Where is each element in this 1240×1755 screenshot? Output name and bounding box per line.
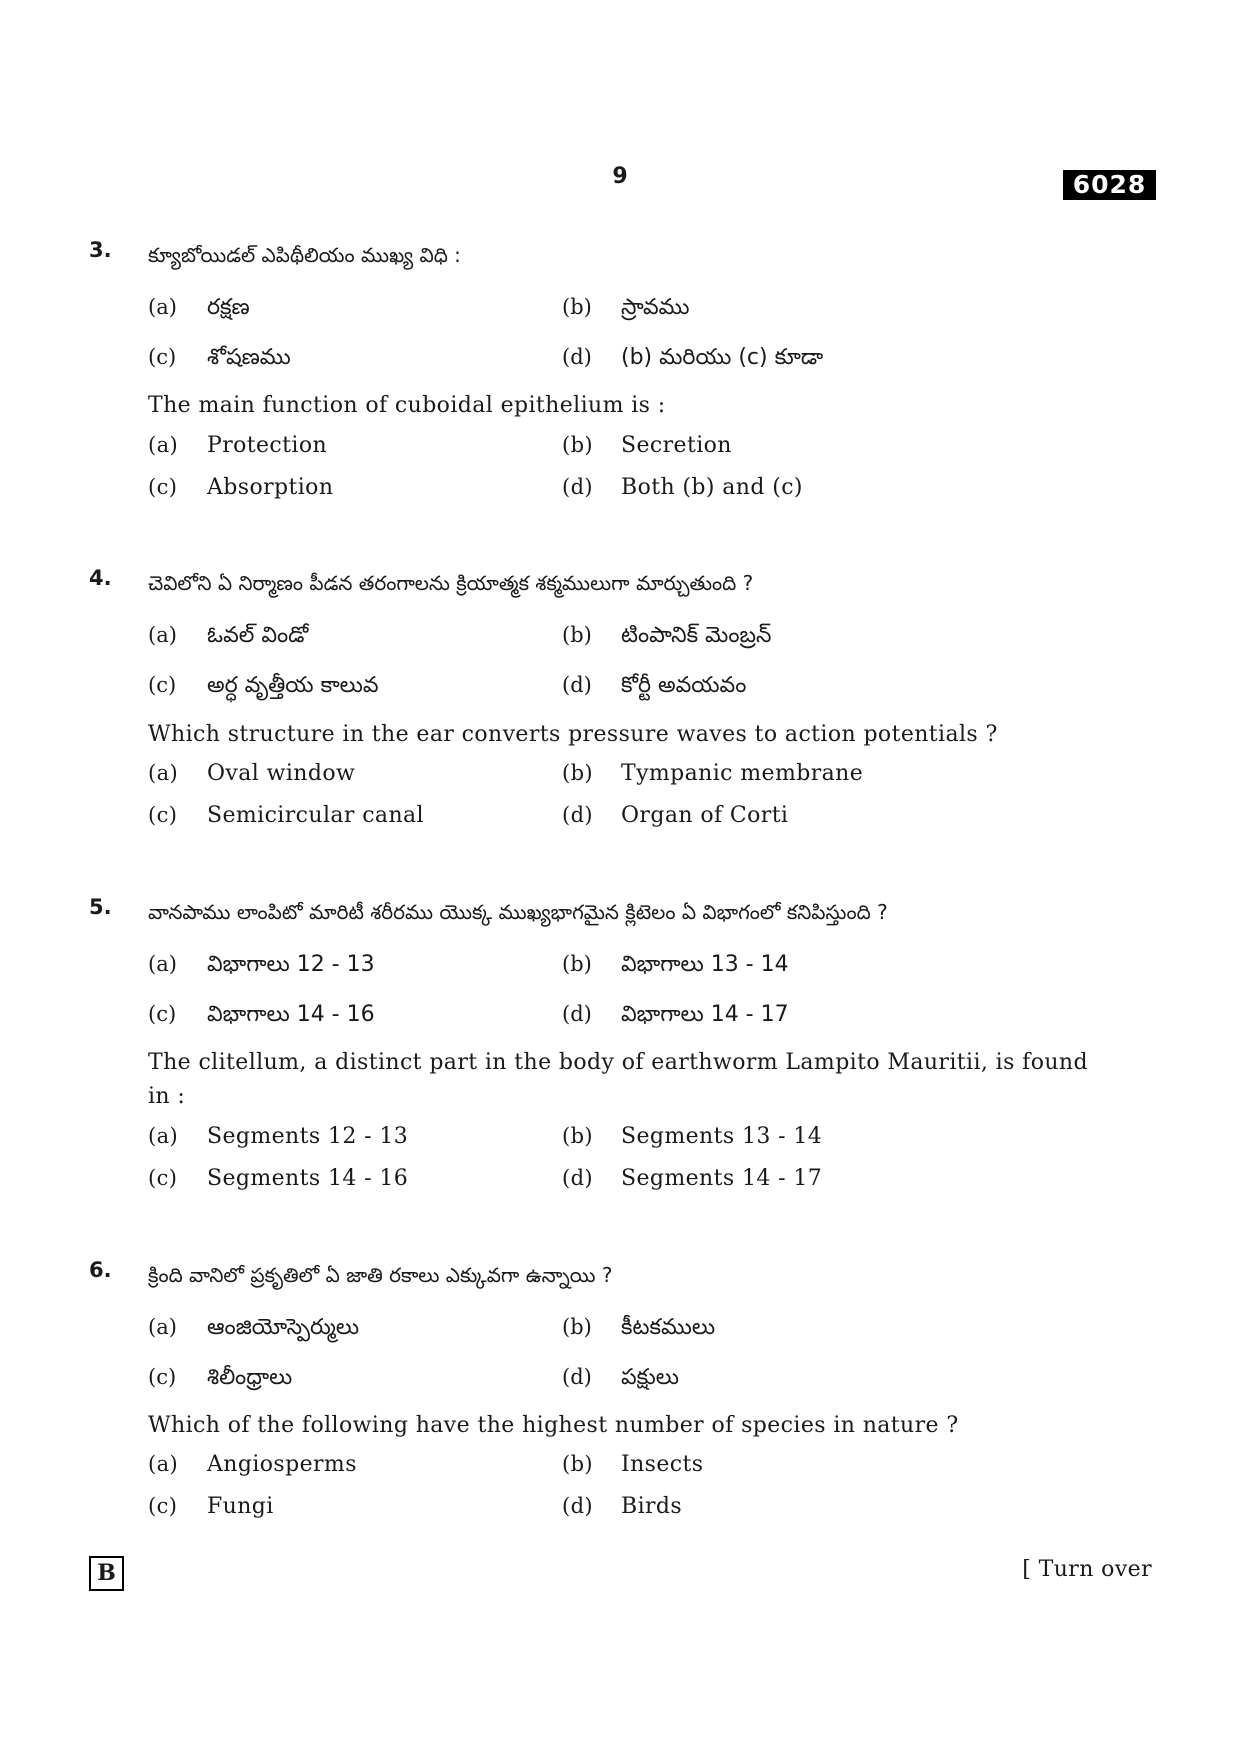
- option-d-telugu: (d) పక్షులు: [562, 1365, 679, 1390]
- option-d-english: (d) Both (b) and (c): [562, 475, 803, 500]
- page-number: 9: [612, 164, 628, 189]
- option-c-english: (c) Fungi: [148, 1494, 274, 1519]
- option-a-telugu: (a) ఓవల్ విండో: [148, 623, 309, 648]
- option-c-telugu: (c) అర్ధ వృత్తీయ కాలువ: [148, 673, 379, 698]
- option-a-english: (a) Angiosperms: [148, 1452, 357, 1477]
- option-b-english: (b) Insects: [562, 1452, 704, 1477]
- option-d-english: (d) Segments 14 - 17: [562, 1166, 823, 1191]
- question-text-telugu: చెవిలోని ఏ నిర్మాణం పీడన తరంగాలను క్రియాత్మక శక్మములుగా మార్చుతుంది ?: [148, 571, 754, 595]
- question-number: 3.: [89, 238, 112, 262]
- option-d-telugu: (d) కోర్టీ అవయవం: [562, 673, 747, 698]
- option-a-english: (a) Oval window: [148, 761, 356, 786]
- turn-over-note: [ Turn over: [1022, 1557, 1152, 1582]
- question-text-telugu: క్యూబోయిడల్ ఎపిథీలియం ముఖ్య విధి :: [148, 243, 461, 267]
- booklet-code: B: [89, 1556, 124, 1591]
- option-b-telugu: (b) టింపానిక్ మెంబ్రన్: [562, 623, 772, 648]
- option-c-english: (c) Semicircular canal: [148, 803, 424, 828]
- option-a-telugu: (a) విభాగాలు 12 - 13: [148, 952, 375, 977]
- option-a-english: (a) Protection: [148, 433, 328, 458]
- option-a-english: (a) Segments 12 - 13: [148, 1124, 409, 1149]
- option-b-english: (b) Secretion: [562, 433, 732, 458]
- option-c-english: (c) Absorption: [148, 475, 334, 500]
- option-b-telugu: (b) కీటకములు: [562, 1315, 716, 1340]
- question-text-telugu: క్రింది వానిలో ప్రకృతిలో ఏ జాతి రకాలు ఎక్కువగా ఉన్నాయి ?: [148, 1263, 613, 1287]
- question-number: 5.: [89, 895, 112, 919]
- option-d-english: (d) Organ of Corti: [562, 803, 789, 828]
- option-c-english: (c) Segments 14 - 16: [148, 1166, 409, 1191]
- option-b-telugu: (b) స్రావము: [562, 295, 690, 320]
- option-b-english: (b) Segments 13 - 14: [562, 1124, 823, 1149]
- question-text-english: Which of the following have the highest number of species in nature ?: [148, 1413, 959, 1438]
- question-text-english: The clitellum, a distinct part in the body of earthworm Lampito Mauritii, is found in :: [148, 1050, 1088, 1109]
- option-d-telugu: (d) విభాగాలు 14 - 17: [562, 1002, 789, 1027]
- question-number: 6.: [89, 1258, 112, 1282]
- question-number: 4.: [89, 566, 112, 590]
- question-text-telugu: వానపాము లాంపిటో మారిటీ శరీరము యొక్క ముఖ్యభాగమైన క్లిటెలం ఏ విభాగంలో కనిపిస్తుంది ?: [148, 900, 888, 924]
- paper-code: 6028: [1063, 170, 1156, 200]
- question-text-english: Which structure in the ear converts pressure waves to action potentials ?: [148, 722, 998, 747]
- option-c-telugu: (c) విభాగాలు 14 - 16: [148, 1002, 375, 1027]
- option-d-telugu: (d) (b) మరియు (c) కూడా: [562, 345, 824, 370]
- option-b-telugu: (b) విభాగాలు 13 - 14: [562, 952, 789, 977]
- option-d-english: (d) Birds: [562, 1494, 683, 1519]
- option-c-telugu: (c) శిలీంధ్రాలు: [148, 1365, 293, 1390]
- option-a-telugu: (a) రక్షణ: [148, 295, 250, 320]
- option-b-english: (b) Tympanic membrane: [562, 761, 864, 786]
- option-a-telugu: (a) ఆంజియోస్పెర్ములు: [148, 1315, 360, 1340]
- option-c-telugu: (c) శోషణము: [148, 345, 291, 370]
- question-text-english: The main function of cuboidal epithelium is :: [148, 393, 666, 418]
